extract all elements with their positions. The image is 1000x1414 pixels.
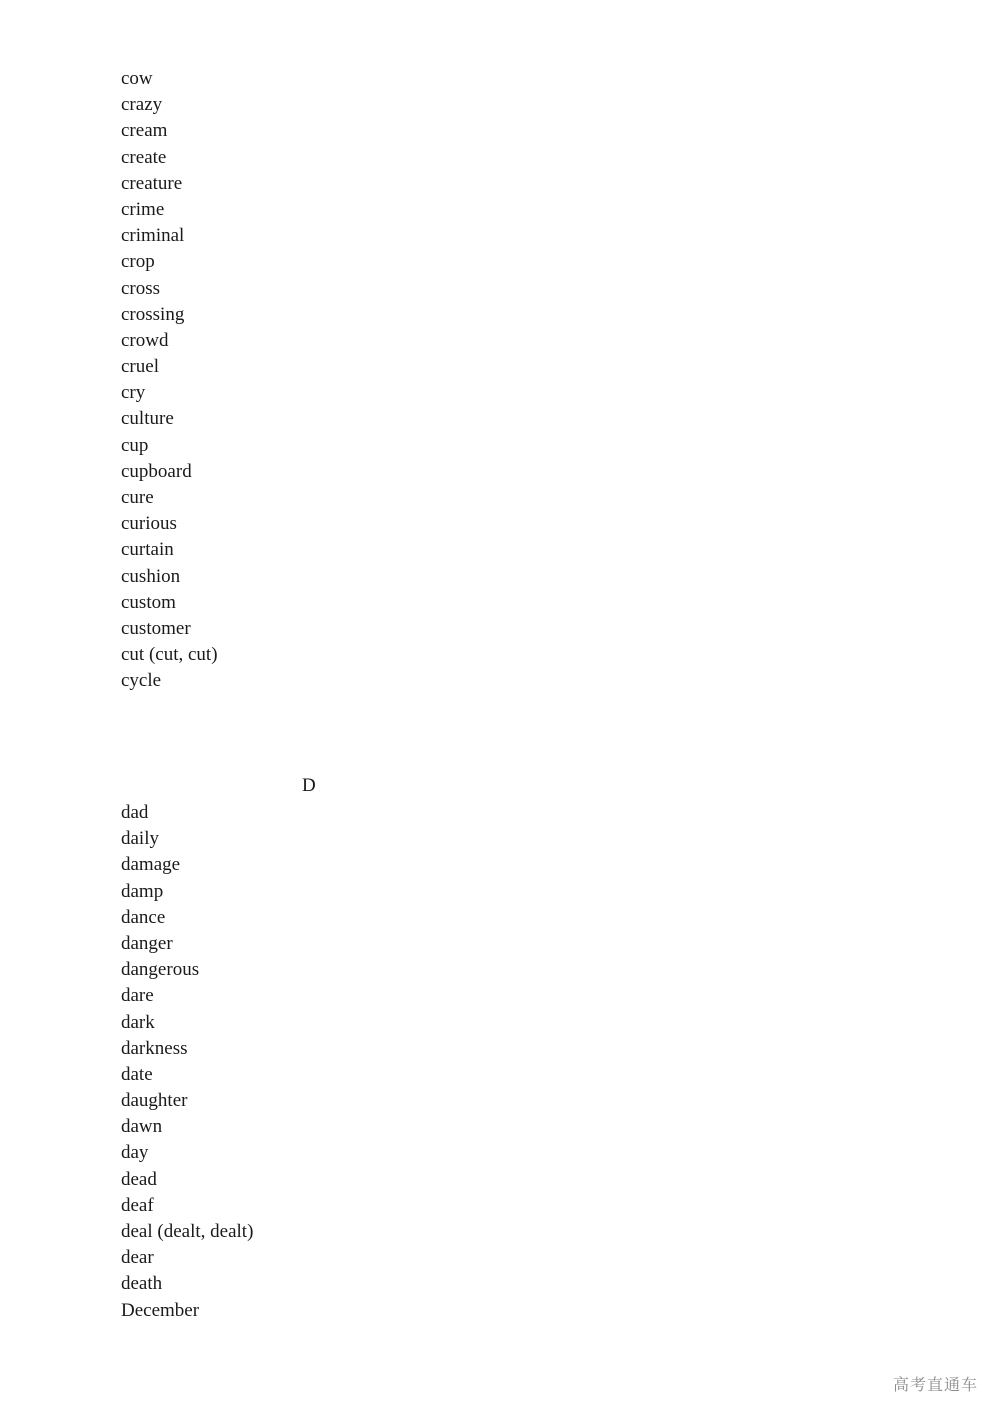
word-item: crop [121, 251, 155, 273]
word-list-c [121, 66, 218, 695]
word-item: dead [121, 1168, 157, 1190]
word-item: cream [121, 120, 168, 142]
word-list-d [121, 800, 253, 1324]
word-item: crime [121, 198, 165, 220]
word-item: custom [121, 591, 176, 613]
word-item: criminal [121, 225, 185, 247]
word-item: darkness [121, 1037, 188, 1059]
word-item: day [121, 1142, 149, 1164]
word-item: dangerous [121, 959, 200, 981]
word-item: creature [121, 172, 183, 194]
word-item: crossing [121, 303, 185, 325]
watermark: 高考直通车 [892, 1375, 978, 1394]
word-item: dark [121, 1011, 155, 1033]
word-item: dear [121, 1247, 154, 1269]
word-item: dad [121, 802, 149, 823]
word-item: crowd [121, 329, 169, 351]
word-item: daughter [121, 1090, 188, 1112]
word-item: dawn [121, 1116, 163, 1138]
word-item: cure [121, 487, 154, 508]
word-item: curtain [121, 539, 174, 561]
word-item: cow [121, 68, 153, 89]
word-item: cushion [121, 565, 181, 587]
word-item: death [121, 1273, 163, 1295]
word-item: deal (dealt, dealt) [121, 1221, 254, 1242]
word-item: cruel [121, 356, 159, 378]
section-heading-d: D [302, 775, 316, 796]
word-item: cut (cut, cut) [121, 644, 218, 666]
word-item: daily [121, 828, 159, 850]
word-item: create [121, 146, 167, 168]
word-item: date [121, 1063, 153, 1085]
word-item: damage [121, 854, 181, 876]
word-item: deaf [121, 1194, 154, 1216]
word-item: curious [121, 513, 177, 535]
word-item: dare [121, 985, 154, 1007]
word-item: crazy [121, 94, 163, 116]
word-item: culture [121, 408, 174, 430]
word-item: dance [121, 906, 166, 928]
word-item: cycle [121, 670, 162, 692]
word-item: customer [121, 617, 191, 639]
word-item: cupboard [121, 460, 192, 482]
word-item: cross [121, 277, 161, 299]
word-item: December [121, 1299, 200, 1321]
word-item: danger [121, 932, 173, 954]
word-item: cry [121, 382, 146, 404]
word-item: cup [121, 434, 149, 456]
word-item: damp [121, 880, 164, 902]
